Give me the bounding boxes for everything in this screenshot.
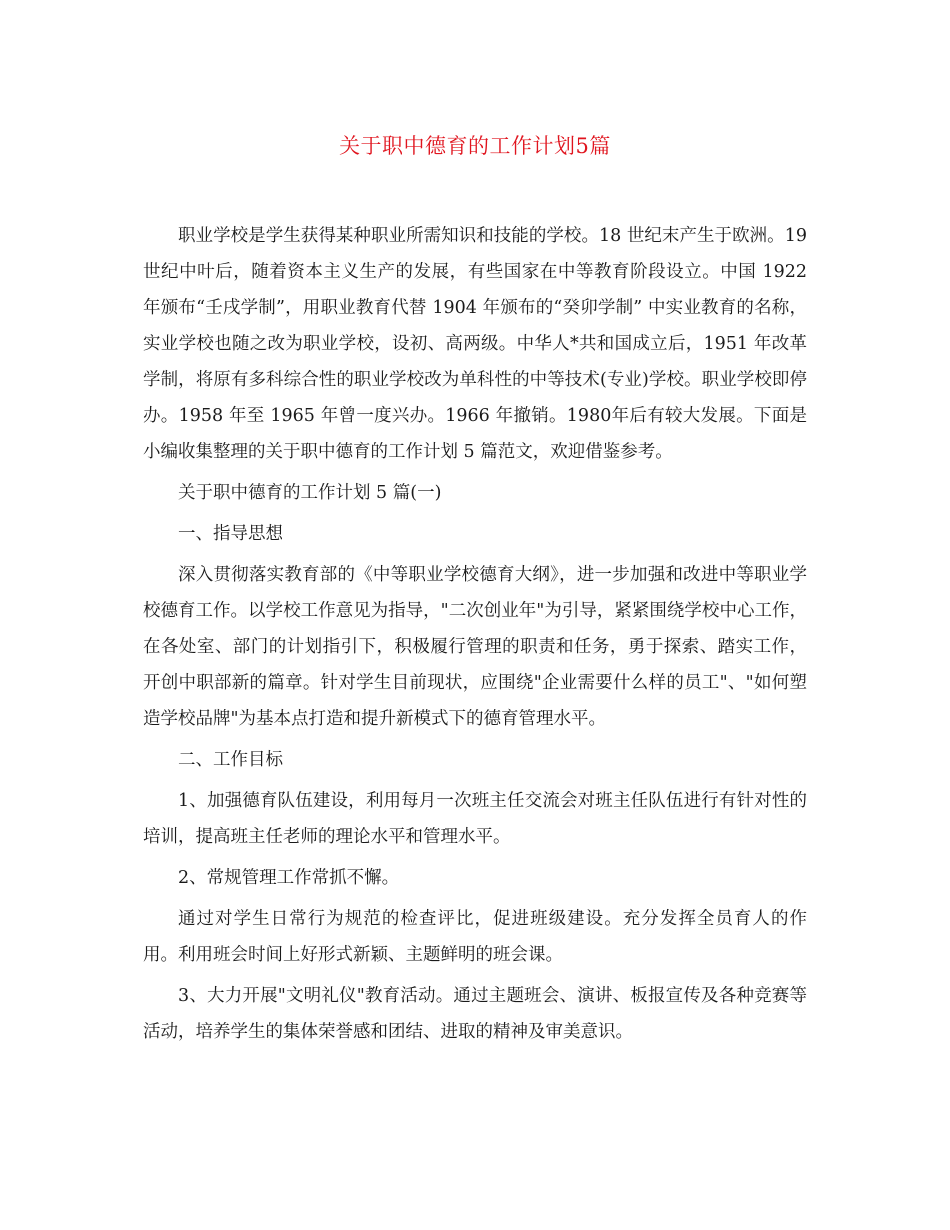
goal-item-1: 1、加强德育队伍建设，利用每月一次班主任交流会对班主任队伍进行有针对性的培训，提高班主任老师的理论水平和管理水平。 xyxy=(143,791,807,847)
goal-item-2: 2、常规管理工作常抓不懈。 xyxy=(178,868,400,888)
document-title: 关于职中德育的工作计划5篇 xyxy=(339,134,611,158)
heading-work-goals: 二、工作目标 xyxy=(178,750,283,770)
paragraph-routine-management: 通过对学生日常行为规范的检查评比，促进班级建设。充分发挥全员育人的作用。利用班会时间上好形式新颖、主题鲜明的班会课。 xyxy=(143,909,807,965)
section-heading-plan-one: 关于职中德育的工作计划 5 篇(一) xyxy=(178,483,442,503)
intro-paragraph: 职业学校是学生获得某种职业所需知识和技能的学校。18 世纪末产生于欧洲。19 世纪中叶后，随着资本主义生产的发展，有些国家在中等教育阶段设立。中国 1922 年颁布“壬戌学制”，用职业教育代替 1904 年颁布的“癸卯学制” 中实业教育的名称，实业学校也随之改为职业学校，设初、高两级。中华人*共和国成立后，1951 年改革学制，将原有多科综合性的职业学校改为单科性的中等技术(专业)学校。职业学校即停办。1958 年至 1965 年曾一度兴办。1966 年撤销。1980年后有较大发展。下面是小编收集整理的关于职中德育的工作计划 5 篇范文，欢迎借鉴参考。 xyxy=(143,226,807,462)
paragraph-guiding-ideology: 深入贯彻落实教育部的《中等职业学校德育大纲》，进一步加强和改进中等职业学校德育工作。以学校工作意见为指导，"二次创业年"为引导，紧紧围绕学校中心工作，在各处室、部门的计划指引下，积极履行管理的职责和任务，勇于探索、踏实工作，开创中职部新的篇章。针对学生目前现状，应围绕"企业需要什么样的员工"、"如何塑造学校品牌"为基本点打造和提升新模式下的德育管理水平。 xyxy=(143,565,807,729)
goal-item-3: 3、大力开展"文明礼仪"教育活动。通过主题班会、演讲、板报宣传及各种竞赛等活动，培养学生的集体荣誉感和团结、进取的精神及审美意识。 xyxy=(143,986,807,1042)
document-body xyxy=(143,218,807,1055)
heading-guiding-ideology: 一、指导思想 xyxy=(178,524,283,544)
